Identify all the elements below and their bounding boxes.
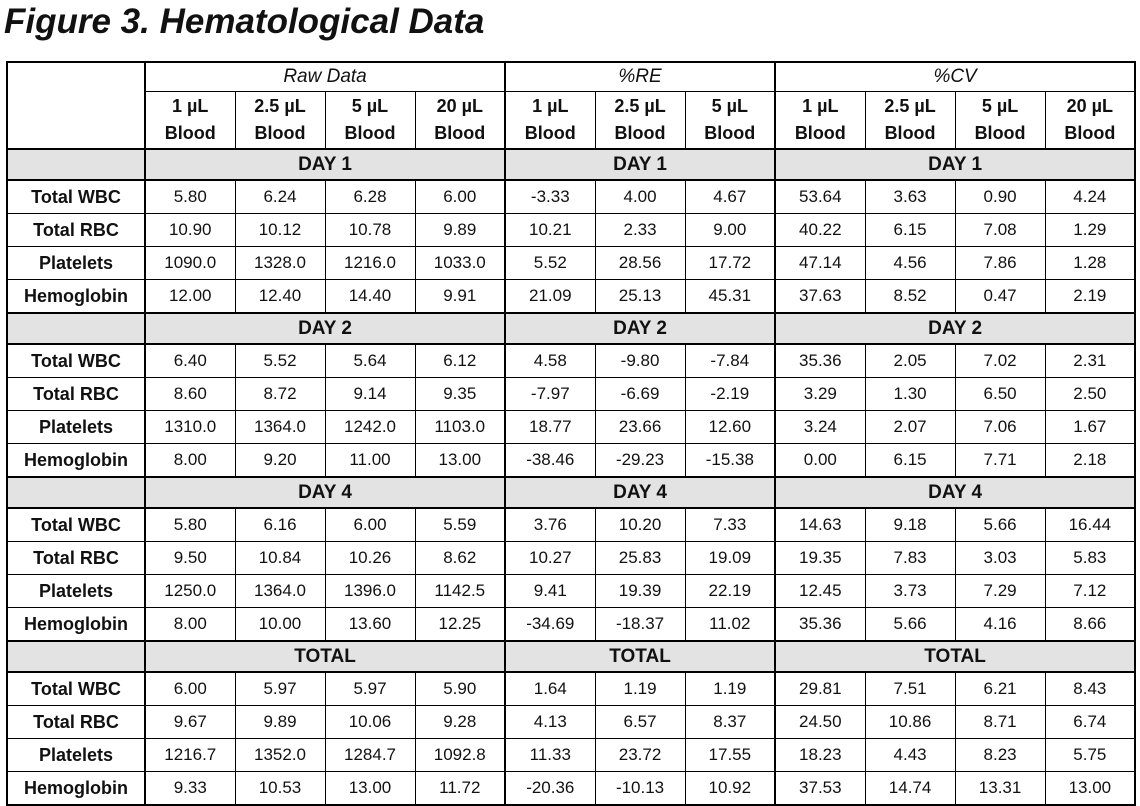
table-cell: 19.35	[775, 542, 865, 575]
table-cell: 11.02	[685, 608, 775, 642]
row-label: Platelets	[7, 739, 145, 772]
table-row	[7, 608, 1135, 642]
table-cell: 5.52	[235, 344, 325, 378]
sub-header-line: Blood	[434, 123, 486, 143]
sub-header-line: Blood	[614, 123, 666, 143]
row-label: Hemoglobin	[7, 444, 145, 478]
table-cell: 6.00	[145, 672, 235, 706]
table-cell: 5.66	[865, 608, 955, 642]
sub-header-line: Blood	[1064, 123, 1116, 143]
table-cell: 6.15	[865, 214, 955, 247]
row-label: Hemoglobin	[7, 280, 145, 314]
table-cell: 1.19	[685, 672, 775, 706]
table-cell: 8.00	[145, 444, 235, 478]
table-row	[7, 280, 1135, 314]
section-label-raw: DAY 1	[145, 149, 505, 180]
table-cell: 6.21	[955, 672, 1045, 706]
table-cell: 10.84	[235, 542, 325, 575]
table-cell: 6.40	[145, 344, 235, 378]
table-row	[7, 672, 1135, 706]
table-cell: 3.03	[955, 542, 1045, 575]
table-cell: 1103.0	[415, 411, 505, 444]
sub-header-re-1	[595, 92, 685, 150]
table-cell: 9.50	[145, 542, 235, 575]
table-cell: 2.31	[1045, 344, 1135, 378]
table-cell: 12.45	[775, 575, 865, 608]
table-cell: 9.33	[145, 772, 235, 806]
row-label: Platelets	[7, 411, 145, 444]
table-cell: 8.23	[955, 739, 1045, 772]
table-cell: 5.75	[1045, 739, 1135, 772]
table-cell: 1216.7	[145, 739, 235, 772]
group-header-cv: %CV	[775, 62, 1135, 92]
table-cell: 10.06	[325, 706, 415, 739]
table-cell: 14.63	[775, 508, 865, 542]
row-label: Platelets	[7, 247, 145, 280]
row-label: Total WBC	[7, 344, 145, 378]
sub-header-raw-3	[415, 92, 505, 150]
table-cell: 14.40	[325, 280, 415, 314]
table-cell: 8.72	[235, 378, 325, 411]
table-cell: 5.80	[145, 508, 235, 542]
table-cell: 19.09	[685, 542, 775, 575]
table-cell: 1310.0	[145, 411, 235, 444]
table-cell: 13.00	[415, 444, 505, 478]
table-cell: 2.05	[865, 344, 955, 378]
table-cell: 10.53	[235, 772, 325, 806]
section-blank-cell	[7, 641, 145, 672]
section-label-re: DAY 4	[505, 477, 775, 508]
table-cell: 4.16	[955, 608, 1045, 642]
table-cell: 1352.0	[235, 739, 325, 772]
table-cell: 21.09	[505, 280, 595, 314]
table-cell: 5.66	[955, 508, 1045, 542]
sub-header-line: 2.5 µL	[884, 96, 936, 116]
table-cell: 5.64	[325, 344, 415, 378]
sub-header-line: Blood	[344, 123, 396, 143]
sub-header-line: 2.5 µL	[254, 96, 306, 116]
table-cell: 6.00	[415, 180, 505, 214]
table-cell: 2.18	[1045, 444, 1135, 478]
table-row	[7, 411, 1135, 444]
table-cell: 13.31	[955, 772, 1045, 806]
table-row	[7, 508, 1135, 542]
table-cell: 4.56	[865, 247, 955, 280]
sub-header-line: 1 µL	[802, 96, 839, 116]
table-cell: 8.62	[415, 542, 505, 575]
table-cell: 7.12	[1045, 575, 1135, 608]
sub-header-line: 2.5 µL	[614, 96, 666, 116]
table-cell: -2.19	[685, 378, 775, 411]
row-label: Hemoglobin	[7, 608, 145, 642]
table-cell: 1.19	[595, 672, 685, 706]
table-cell: 3.73	[865, 575, 955, 608]
table-cell: 6.00	[325, 508, 415, 542]
sub-header-line: Blood	[254, 123, 306, 143]
table-cell: 4.43	[865, 739, 955, 772]
table-cell: 2.50	[1045, 378, 1135, 411]
section-label-cv: TOTAL	[775, 641, 1135, 672]
table-cell: 6.57	[595, 706, 685, 739]
table-cell: 6.28	[325, 180, 415, 214]
table-cell: 1242.0	[325, 411, 415, 444]
table-cell: 13.00	[325, 772, 415, 806]
table-cell: 8.37	[685, 706, 775, 739]
table-cell: 6.74	[1045, 706, 1135, 739]
table-cell: 1396.0	[325, 575, 415, 608]
sub-header-line: Blood	[524, 123, 576, 143]
table-cell: -34.69	[505, 608, 595, 642]
table-cell: 24.50	[775, 706, 865, 739]
table-cell: 9.91	[415, 280, 505, 314]
table-cell: 12.60	[685, 411, 775, 444]
table-cell: 10.12	[235, 214, 325, 247]
table-row	[7, 739, 1135, 772]
table-cell: 9.18	[865, 508, 955, 542]
table-cell: 47.14	[775, 247, 865, 280]
table-row	[7, 772, 1135, 806]
table-cell: 7.86	[955, 247, 1045, 280]
table-cell: 1.64	[505, 672, 595, 706]
sub-header-cv-3	[1045, 92, 1135, 150]
table-cell: 10.00	[235, 608, 325, 642]
table-row	[7, 542, 1135, 575]
table-cell: 5.97	[235, 672, 325, 706]
table-cell: 40.22	[775, 214, 865, 247]
section-label-re: DAY 2	[505, 313, 775, 344]
table-cell: -6.69	[595, 378, 685, 411]
table-cell: 1.29	[1045, 214, 1135, 247]
table-cell: 0.00	[775, 444, 865, 478]
table-cell: 1142.5	[415, 575, 505, 608]
table-cell: 4.00	[595, 180, 685, 214]
sub-header-row	[7, 92, 1135, 150]
table-cell: 10.21	[505, 214, 595, 247]
table-cell: 5.97	[325, 672, 415, 706]
table-cell: 5.52	[505, 247, 595, 280]
sub-header-re-2	[685, 92, 775, 150]
table-cell: -38.46	[505, 444, 595, 478]
table-cell: 25.13	[595, 280, 685, 314]
table-cell: 1328.0	[235, 247, 325, 280]
table-cell: 12.00	[145, 280, 235, 314]
section-label-re: TOTAL	[505, 641, 775, 672]
table-cell: 1.30	[865, 378, 955, 411]
row-label: Platelets	[7, 575, 145, 608]
table-cell: 5.80	[145, 180, 235, 214]
section-label-re: DAY 1	[505, 149, 775, 180]
sub-header-raw-0	[145, 92, 235, 150]
table-cell: 53.64	[775, 180, 865, 214]
row-label: Total RBC	[7, 542, 145, 575]
sub-header-raw-1	[235, 92, 325, 150]
table-cell: 1092.8	[415, 739, 505, 772]
sub-header-line: Blood	[974, 123, 1026, 143]
sub-header-cv-0	[775, 92, 865, 150]
section-header-row	[7, 313, 1135, 344]
table-cell: 1250.0	[145, 575, 235, 608]
table-cell: 45.31	[685, 280, 775, 314]
table-row	[7, 444, 1135, 478]
table-cell: 28.56	[595, 247, 685, 280]
table-cell: 1364.0	[235, 411, 325, 444]
table-cell: 10.92	[685, 772, 775, 806]
table-cell: 9.89	[415, 214, 505, 247]
table-cell: 25.83	[595, 542, 685, 575]
row-label: Total RBC	[7, 378, 145, 411]
table-cell: 16.44	[1045, 508, 1135, 542]
table-cell: 37.53	[775, 772, 865, 806]
row-label: Hemoglobin	[7, 772, 145, 806]
sub-header-line: 20 µL	[436, 96, 483, 116]
table-cell: 37.63	[775, 280, 865, 314]
table-row	[7, 247, 1135, 280]
table-cell: 35.36	[775, 608, 865, 642]
section-label-cv: DAY 4	[775, 477, 1135, 508]
sub-header-line: 1 µL	[172, 96, 209, 116]
table-cell: 18.77	[505, 411, 595, 444]
table-cell: 17.55	[685, 739, 775, 772]
table-cell: 4.67	[685, 180, 775, 214]
table-row	[7, 344, 1135, 378]
table-cell: 23.72	[595, 739, 685, 772]
table-cell: 11.00	[325, 444, 415, 478]
table-cell: 8.52	[865, 280, 955, 314]
table-cell: 9.35	[415, 378, 505, 411]
row-label: Total WBC	[7, 180, 145, 214]
section-label-raw: DAY 2	[145, 313, 505, 344]
table-cell: 11.33	[505, 739, 595, 772]
table-cell: 14.74	[865, 772, 955, 806]
header-corner-cell	[7, 62, 145, 149]
sub-header-line: 1 µL	[532, 96, 569, 116]
section-header-row	[7, 477, 1135, 508]
group-header-raw-data: Raw Data	[145, 62, 505, 92]
sub-header-raw-2	[325, 92, 415, 150]
sub-header-line: Blood	[164, 123, 216, 143]
sub-header-line: Blood	[884, 123, 936, 143]
table-cell: 7.83	[865, 542, 955, 575]
table-cell: 12.25	[415, 608, 505, 642]
table-cell: 1284.7	[325, 739, 415, 772]
section-blank-cell	[7, 477, 145, 508]
table-row	[7, 378, 1135, 411]
table-cell: 18.23	[775, 739, 865, 772]
section-label-cv: DAY 1	[775, 149, 1135, 180]
table-cell: -29.23	[595, 444, 685, 478]
section-header-row	[7, 641, 1135, 672]
table-cell: 3.76	[505, 508, 595, 542]
sub-header-cv-2	[955, 92, 1045, 150]
table-cell: 3.63	[865, 180, 955, 214]
table-cell: 29.81	[775, 672, 865, 706]
table-cell: 6.16	[235, 508, 325, 542]
table-cell: 3.24	[775, 411, 865, 444]
table-row	[7, 214, 1135, 247]
sub-header-line: 5 µL	[351, 96, 389, 116]
row-label: Total WBC	[7, 672, 145, 706]
table-cell: 10.78	[325, 214, 415, 247]
table-cell: 5.90	[415, 672, 505, 706]
table-cell: 3.29	[775, 378, 865, 411]
table-cell: 19.39	[595, 575, 685, 608]
table-cell: 1364.0	[235, 575, 325, 608]
table-cell: 8.43	[1045, 672, 1135, 706]
table-cell: 9.67	[145, 706, 235, 739]
table-cell: -7.84	[685, 344, 775, 378]
table-cell: 13.60	[325, 608, 415, 642]
table-cell: 4.13	[505, 706, 595, 739]
row-label: Total RBC	[7, 706, 145, 739]
sub-header-line: 5 µL	[981, 96, 1019, 116]
table-cell: 0.90	[955, 180, 1045, 214]
hematological-data-table	[6, 61, 1136, 806]
table-cell: 6.15	[865, 444, 955, 478]
table-cell: 7.71	[955, 444, 1045, 478]
table-cell: -9.80	[595, 344, 685, 378]
table-cell: 11.72	[415, 772, 505, 806]
table-cell: 1033.0	[415, 247, 505, 280]
table-cell: 35.36	[775, 344, 865, 378]
table-body	[7, 149, 1135, 805]
table-cell: 9.89	[235, 706, 325, 739]
table-row	[7, 180, 1135, 214]
table-cell: 10.27	[505, 542, 595, 575]
table-cell: 2.33	[595, 214, 685, 247]
table-cell: 1.67	[1045, 411, 1135, 444]
table-cell: 10.26	[325, 542, 415, 575]
table-cell: 10.20	[595, 508, 685, 542]
table-cell: -15.38	[685, 444, 775, 478]
table-cell: 1216.0	[325, 247, 415, 280]
table-cell: 6.50	[955, 378, 1045, 411]
table-cell: 8.00	[145, 608, 235, 642]
table-cell: 1090.0	[145, 247, 235, 280]
table-row	[7, 706, 1135, 739]
table-cell: 10.90	[145, 214, 235, 247]
table-cell: 10.86	[865, 706, 955, 739]
table-cell: 6.24	[235, 180, 325, 214]
sub-header-re-0	[505, 92, 595, 150]
table-cell: 23.66	[595, 411, 685, 444]
table-cell: 8.66	[1045, 608, 1135, 642]
table-cell: 2.19	[1045, 280, 1135, 314]
table-cell: 4.24	[1045, 180, 1135, 214]
table-cell: -18.37	[595, 608, 685, 642]
section-label-raw: DAY 4	[145, 477, 505, 508]
table-cell: 0.47	[955, 280, 1045, 314]
section-blank-cell	[7, 149, 145, 180]
table-cell: 9.00	[685, 214, 775, 247]
table-cell: 7.33	[685, 508, 775, 542]
table-cell: 4.58	[505, 344, 595, 378]
table-cell: 5.83	[1045, 542, 1135, 575]
table-cell: 8.60	[145, 378, 235, 411]
table-cell: 7.06	[955, 411, 1045, 444]
sub-header-line: 20 µL	[1066, 96, 1114, 116]
table-cell: -3.33	[505, 180, 595, 214]
table-cell: -7.97	[505, 378, 595, 411]
table-cell: 1.28	[1045, 247, 1135, 280]
table-cell: 9.14	[325, 378, 415, 411]
row-label: Total RBC	[7, 214, 145, 247]
sub-header-cv-1	[865, 92, 955, 150]
table-cell: 17.72	[685, 247, 775, 280]
table-cell: 22.19	[685, 575, 775, 608]
table-cell: 6.12	[415, 344, 505, 378]
group-header-re: %RE	[505, 62, 775, 92]
section-blank-cell	[7, 313, 145, 344]
sub-header-line: Blood	[704, 123, 756, 143]
table-cell: 8.71	[955, 706, 1045, 739]
sub-header-line: Blood	[794, 123, 846, 143]
table-cell: 7.51	[865, 672, 955, 706]
table-cell: 9.41	[505, 575, 595, 608]
table-row	[7, 575, 1135, 608]
table-cell: 7.29	[955, 575, 1045, 608]
table-cell: 2.07	[865, 411, 955, 444]
table-cell: 13.00	[1045, 772, 1135, 806]
table-cell: 9.28	[415, 706, 505, 739]
table-cell: 7.08	[955, 214, 1045, 247]
table-cell: 7.02	[955, 344, 1045, 378]
table-cell: 5.59	[415, 508, 505, 542]
table-cell: -20.36	[505, 772, 595, 806]
section-header-row	[7, 149, 1135, 180]
row-label: Total WBC	[7, 508, 145, 542]
table-cell: 12.40	[235, 280, 325, 314]
table-cell: -10.13	[595, 772, 685, 806]
table-cell: 9.20	[235, 444, 325, 478]
figure-title: Figure 3. Hematological Data	[4, 2, 485, 41]
section-label-cv: DAY 2	[775, 313, 1135, 344]
section-label-raw: TOTAL	[145, 641, 505, 672]
sub-header-line: 5 µL	[711, 96, 748, 116]
